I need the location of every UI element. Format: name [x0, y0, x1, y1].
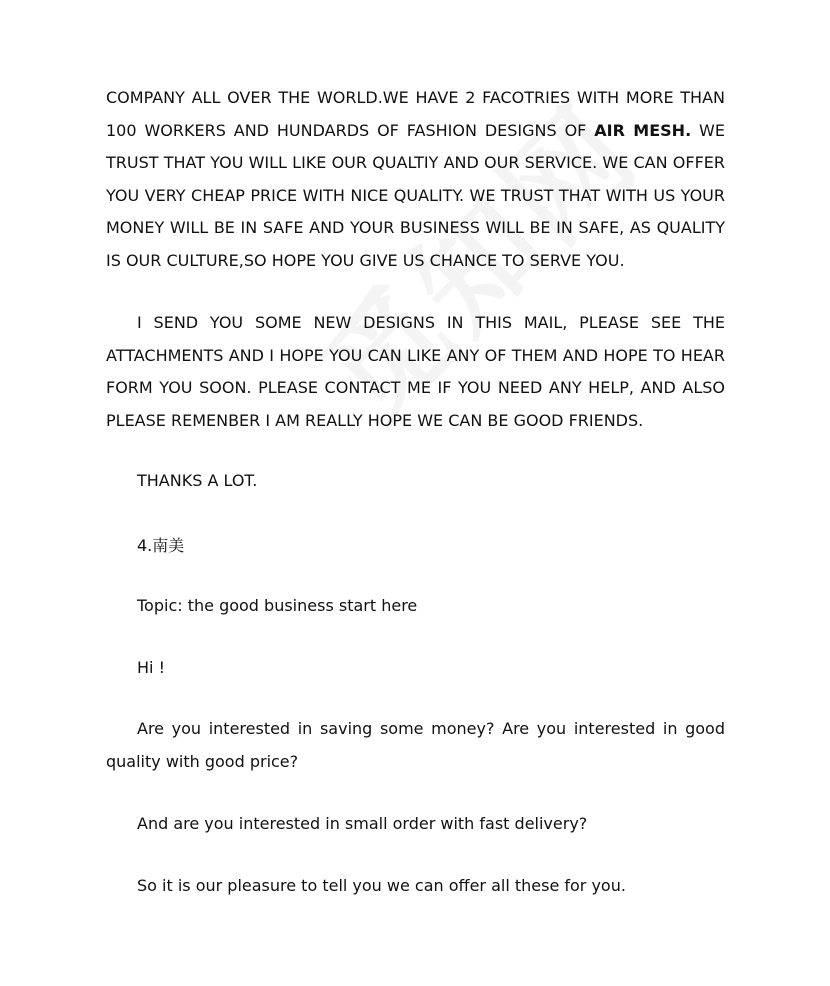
paragraph-company-intro-text-a: COMPANY ALL OVER THE WORLD.WE HAVE 2 FACOTRIES WITH MORE THAN 100 WORKERS AND HUNDARDS OF FASHION DESIGNS OF — [106, 88, 725, 140]
paragraph-company-intro-text-b: WE TRUST THAT YOU WILL LIKE OUR QUALTIY AND OUR SERVICE. WE CAN OFFER YOU VERY CHEAP PRICE WITH NICE QUALITY. WE TRUST THAT WITH US YOUR MONEY WILL BE IN SAFE AND YOUR BUSINESS WILL BE IN SAFE, AS QUALITY IS OUR CULTURE,SO HOPE YOU GIVE US CHANCE TO SERVE YOU. — [106, 120, 725, 270]
paragraph-company-intro-bold: AIR MESH. — [594, 120, 692, 140]
topic-line: Topic: the good business start here — [137, 596, 418, 615]
greeting-line: Hi ! — [137, 658, 165, 677]
closing-line: So it is our pleasure to tell you we can offer all these for you. — [137, 876, 626, 895]
paragraph-company-intro — [106, 82, 725, 277]
question-paragraph-2: And are you interested in small order with fast delivery? — [137, 814, 588, 833]
paragraph-designs — [106, 307, 725, 437]
question-paragraph-1 — [106, 713, 725, 778]
thanks-line: THANKS A LOT. — [137, 471, 258, 490]
paragraph-designs-text: I SEND YOU SOME NEW DESIGNS IN THIS MAIL, PLEASE SEE THE ATTACHMENTS AND I HOPE YOU CAN LIKE ANY OF THEM AND HOPE TO HEAR FORM YOU SOON. PLEASE CONTACT ME IF YOU NEED ANY HELP, AND ALSO PLEASE REMENBER I AM REALLY HOPE WE CAN BE GOOD FRIENDS. — [106, 313, 725, 430]
section-heading: 4.南美 — [137, 536, 185, 555]
question-paragraph-1-text: Are you interested in saving some money? Are you interested in good quality with good price? — [106, 719, 725, 771]
